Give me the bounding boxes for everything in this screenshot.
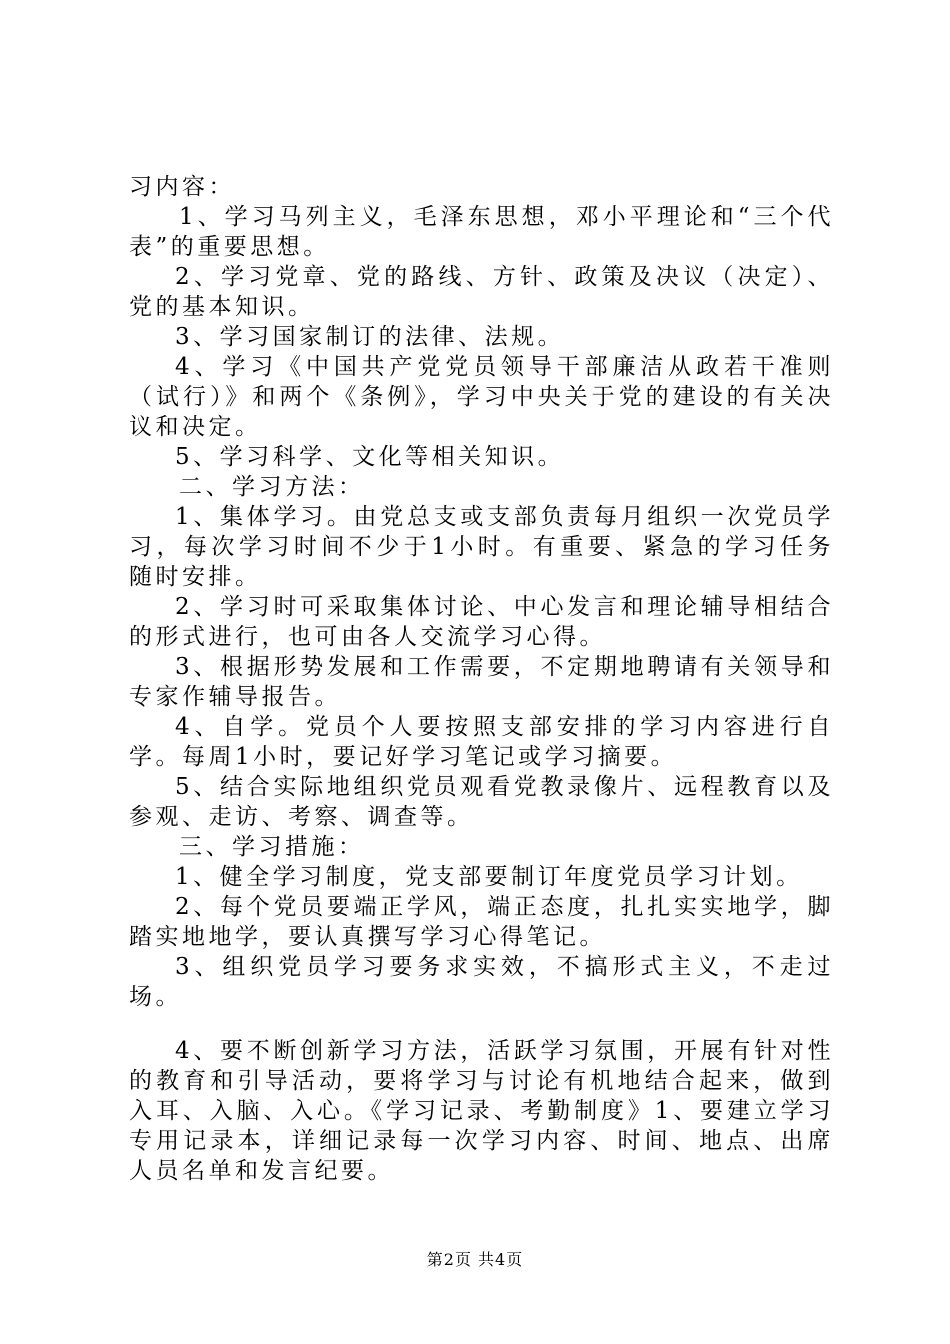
page-footer: 第2页 共4页 xyxy=(426,1250,524,1269)
paragraph: 1、健全学习制度，党支部要制订年度党员学习计划。 xyxy=(175,864,803,890)
paragraph-spacer xyxy=(129,1012,834,1036)
paragraph: 2、每个党员要端正学风，端正态度，扎扎实实地学，脚踏实地地学，要认真撰写学习心得笔记。 xyxy=(129,894,834,950)
paragraph: 3、学习国家制订的法律、法规。 xyxy=(175,324,565,350)
paragraph: 5、学习科学、文化等相关知识。 xyxy=(175,444,565,470)
paragraph-heading-fragment: 习内容： xyxy=(129,174,235,200)
section-heading: 三、学习措施： xyxy=(179,834,365,860)
document-body xyxy=(129,172,834,1186)
paragraph: 1、集体学习。由党总支或支部负责每月组织一次党员学习，每次学习时间不少于1小时。有重要、紧急的学习任务随时安排。 xyxy=(129,504,834,590)
paragraph: 1、学习马列主义，毛泽东思想，邓小平理论和“三个代表”的重要思想。 xyxy=(129,204,834,260)
paragraph: 4、学习《中国共产党党员领导干部廉洁从政若干准则（试行）》和两个《条例》，学习中央关于党的建设的有关决议和决定。 xyxy=(129,354,834,440)
paragraph: 3、组织党员学习要务求实效，不搞形式主义，不走过场。 xyxy=(129,954,834,1010)
paragraph: 2、学习时可采取集体讨论、中心发言和理论辅导相结合的形式进行，也可由各人交流学习心得。 xyxy=(129,594,834,650)
section-heading: 二、学习方法： xyxy=(179,474,365,500)
paragraph: 3、根据形势发展和工作需要，不定期地聘请有关领导和专家作辅导报告。 xyxy=(129,654,834,710)
paragraph: 4、自学。党员个人要按照支部安排的学习内容进行自学。每周1小时，要记好学习笔记或学习摘要。 xyxy=(129,714,834,770)
paragraph: 5、结合实际地组织党员观看党教录像片、远程教育以及参观、走访、考察、调查等。 xyxy=(129,774,834,830)
paragraph: 4、要不断创新学习方法，活跃学习氛围，开展有针对性的教育和引导活动，要将学习与讨论有机地结合起来，做到入耳、入脑、入心。《学习记录、考勤制度》1、要建立学习专用记录本，详细记录每一次学习内容、时间、地点、出席人员名单和发言纪要。 xyxy=(129,1038,834,1184)
paragraph: 2、学习党章、党的路线、方针、政策及决议（决定）、党的基本知识。 xyxy=(129,264,834,320)
